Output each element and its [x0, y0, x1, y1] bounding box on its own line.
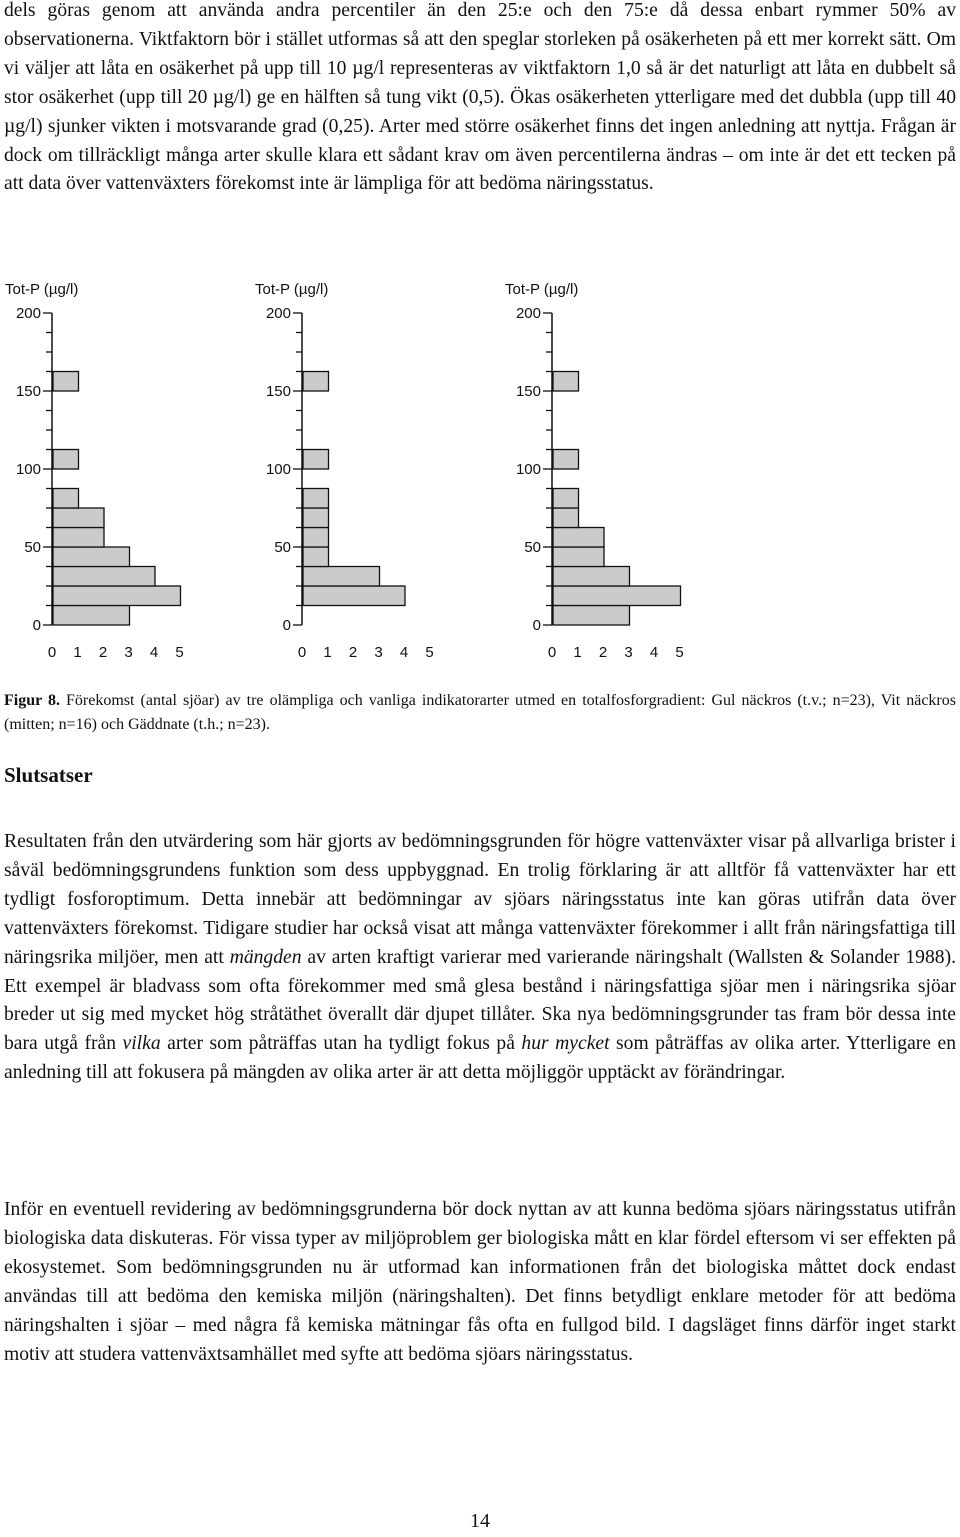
histogram-gul-nackros	[0, 272, 250, 672]
histogram-bar	[553, 606, 630, 626]
histogram-bar	[53, 372, 79, 392]
histogram-bar	[53, 606, 130, 626]
histogram-bar	[553, 372, 579, 392]
y-axis-title: Tot-P (µg/l)	[5, 281, 79, 298]
conclusion-text-2: av arten kraftigt varierar med varierande näringshalt (Wallsten & Solander 1988). Ett exempel är bladvass som ofta förekommer med små glesa bestånd i näringsfattiga sjöar men i näringsrika sjöar breder ut sig med mycket hög stråtäthet överallt där djupet tillåter. Ska nya bedömningsgrunder tas fram bör dessa inte bara utgå från	[4, 946, 956, 1055]
histogram-bar	[53, 586, 181, 606]
histogram-bar	[303, 528, 329, 548]
histogram-bar	[553, 547, 604, 567]
y-tick-label: 0	[282, 617, 291, 634]
histogram-bar	[553, 450, 579, 470]
section-heading: Slutsatser	[4, 763, 93, 787]
x-tick-label: 5	[175, 644, 184, 661]
x-tick-label: 4	[149, 644, 159, 661]
histogram-bar	[53, 567, 155, 587]
histogram-bar	[53, 450, 79, 470]
y-tick-label: 0	[532, 617, 541, 634]
y-tick-label: 200	[15, 305, 41, 322]
histogram-bar	[553, 586, 681, 606]
y-tick-label: 200	[515, 305, 541, 322]
page-number: 14	[470, 1510, 490, 1532]
y-axis-title: Tot-P (µg/l)	[255, 281, 329, 298]
histogram-bar	[303, 372, 329, 392]
y-tick-label: 150	[515, 383, 541, 400]
figure-caption-text: Förekomst (antal sjöar) av tre olämpliga och vanliga indikatorarter utmed en totalfosforgradient: Gul näckros (t.v.; n=23), Vit näckros (mitten; n=16) och Gäddnate (t.h.; n=23).	[4, 692, 956, 733]
histogram-bar	[303, 586, 405, 606]
histogram-gaddnate	[500, 272, 750, 672]
y-tick-label: 150	[15, 383, 41, 400]
histogram-bar	[553, 528, 604, 548]
y-tick-label: 100	[265, 461, 291, 478]
conclusion-text-1: Resultaten från den utvärdering som här gjorts av bedömningsgrunden för högre vattenväxter visar på allvarliga brister i såväl bedömningsgrundens funktion som dess uppbyggnad. En trolig förklaring är att alltför få vattenväxter har ett tydligt fosforoptimum. Detta innebär att bedömningar av sjöars näringsstatus inte kan göras utifrån data över vattenväxters förekomst. Tidigare studier har också visat att många vattenväxter förekommer i allt från näringsfattiga till näringsrika miljöer, men att	[4, 831, 956, 968]
emphasis-hur-mycket: hur mycket	[521, 1033, 610, 1055]
y-tick-label: 100	[15, 461, 41, 478]
conclusion-paragraph	[4, 828, 956, 1088]
y-tick-label: 200	[265, 305, 291, 322]
x-tick-label: 4	[399, 644, 409, 661]
x-tick-label: 5	[425, 644, 434, 661]
conclusion-text-3: arter som påträffas utan ha tydligt fokus på	[160, 1033, 522, 1055]
x-tick-label: 0	[547, 644, 557, 661]
x-tick-label: 2	[348, 644, 358, 661]
histogram-bar	[53, 508, 104, 528]
histogram-bar	[553, 567, 630, 587]
intro-paragraph: dels göras genom att använda andra percentiler än den 25:e och den 75:e då dessa enbart rymmer 50% av observationerna. Viktfaktorn bör i stället utformas så att den speglar storleken på osäkerheten på ett mer korrekt sätt. Om vi väljer att låta en osäkerhet på upp till 10 µg/l representeras av viktfaktorn 1,0 så är det naturligt att låta en dubbelt så stor osäkerhet (upp till 20 µg/l) ge en hälften så tung vikt (0,5). Ökas osäkerheten ytterligare med det dubbla (upp till 40 µg/l) sjunker vikten i motsvarande grad (0,25). Arter med större osäkerhet finns det ingen anledning att nyttja. Frågan är dock om tillräckligt många arter skulle klara ett sådant krav om även percentilerna ändras – om inte är det ett tecken på att data över vattenväxters förekomst inte är lämpliga för att bedöma näringsstatus.	[4, 0, 956, 195]
figure-caption	[4, 689, 956, 736]
conclusion-text-4: som påträffas av olika arter. Ytterligare en anledning till att fokusera på mängden av olika arter är att detta möjliggör upptäckt av förändringar.	[4, 1033, 956, 1084]
y-tick-label: 50	[24, 539, 41, 556]
x-tick-label: 3	[374, 644, 383, 661]
x-tick-label: 5	[675, 644, 684, 661]
histogram-bar	[303, 508, 329, 528]
histogram-bar	[303, 547, 329, 567]
x-tick-label: 1	[573, 644, 582, 661]
histogram-bar	[303, 567, 380, 587]
histogram-bar	[553, 508, 579, 528]
x-tick-label: 3	[624, 644, 633, 661]
y-tick-label: 50	[274, 539, 291, 556]
emphasis-mangden: mängden	[229, 946, 302, 968]
histogram-bar	[303, 450, 329, 470]
y-tick-label: 0	[32, 617, 41, 634]
histogram-bar	[303, 489, 329, 509]
y-tick-label: 100	[515, 461, 541, 478]
x-tick-label: 4	[649, 644, 659, 661]
x-tick-label: 1	[323, 644, 332, 661]
x-tick-label: 2	[598, 644, 608, 661]
histogram-bar	[53, 528, 104, 548]
x-tick-label: 0	[297, 644, 307, 661]
x-tick-label: 2	[98, 644, 108, 661]
figure-8-charts	[0, 272, 960, 672]
final-paragraph: Inför en eventuell revidering av bedömningsgrunderna bör dock nyttan av att kunna bedöma sjöars näringsstatus utifrån biologiska data diskuteras. För vissa typer av miljöproblem ger biologiska mått en klar fördel eftersom vi ser effekten på ekosystemet. Som bedömningsgrunden nu är utformad kan informationen från det biologiska måttet dock endast användas till att bedöma den kemiska miljön (näringshalten). Det finns betydligt enklare metoder för att bedöma näringshalten i sjöar – med några få kemiska mätningar fås ofta en fullgod bild. I dagsläget finns därför inget starkt motiv att studera vattenväxtsamhället med syfte att bedöma sjöars näringsstatus.	[4, 1199, 956, 1365]
x-tick-label: 3	[124, 644, 133, 661]
histogram-vit-nackros	[250, 272, 500, 672]
x-tick-label: 1	[73, 644, 82, 661]
emphasis-vilka: vilka	[122, 1033, 161, 1055]
figure-label: Figur 8.	[4, 692, 60, 709]
x-tick-label: 0	[47, 644, 57, 661]
histogram-bar	[53, 489, 79, 509]
histogram-bar	[553, 489, 579, 509]
y-axis-title: Tot-P (µg/l)	[505, 281, 579, 298]
histogram-bar	[53, 547, 130, 567]
y-tick-label: 150	[265, 383, 291, 400]
y-tick-label: 50	[524, 539, 541, 556]
